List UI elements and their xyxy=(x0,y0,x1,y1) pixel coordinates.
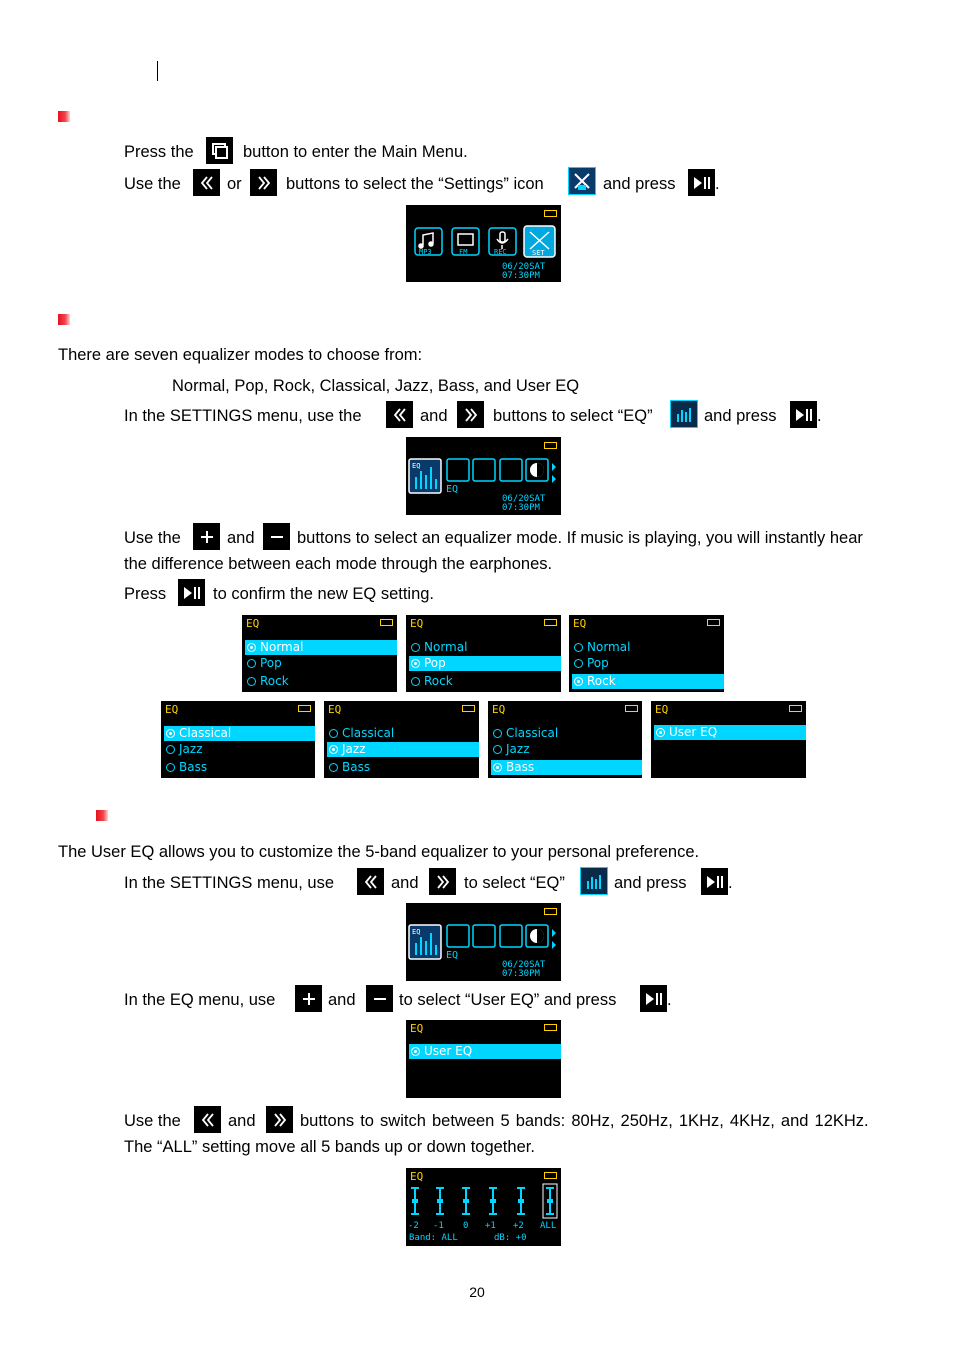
forward-button-icon xyxy=(429,868,456,895)
instruction-text: In the SETTINGS menu, use xyxy=(124,874,335,892)
battery-icon xyxy=(544,619,557,626)
eq-modes-list: Normal, Pop, Rock, Classical, Jazz, Bass, and User EQ xyxy=(172,377,580,395)
settings-screen xyxy=(406,437,561,515)
instruction-text: buttons to select an equalizer mode. If music is playing, you will instantly hear xyxy=(297,529,863,547)
battery-icon xyxy=(544,1024,557,1031)
eq-screen-title: EQ xyxy=(573,617,587,630)
play-pause-button-icon xyxy=(701,868,728,895)
eq-screen-normal xyxy=(242,615,397,692)
instruction-text: In the EQ menu, use xyxy=(124,991,276,1009)
rewind-button-icon xyxy=(194,1106,221,1133)
instruction-text: and press xyxy=(614,874,687,892)
eq-bars-icon xyxy=(670,400,698,428)
band-label: -2 xyxy=(408,1221,419,1231)
section-bullet xyxy=(96,810,108,821)
battery-icon xyxy=(707,619,720,626)
settings-screen xyxy=(406,903,561,981)
instruction-text: Use the xyxy=(124,529,181,547)
eq-option: User EQ xyxy=(409,1044,561,1059)
fm-label: FM xyxy=(459,248,468,256)
paragraph-text: The User EQ allows you to customize the 5-band equalizer to your personal preference. xyxy=(58,843,700,861)
eq-option: Pop xyxy=(245,656,282,671)
eq-screen-title: EQ xyxy=(410,1170,424,1183)
eq-option: Jazz xyxy=(164,742,203,757)
date-readout: 06/20SAT xyxy=(502,494,546,504)
band-readout: Band: ALL xyxy=(409,1233,458,1243)
eq-option: Classical xyxy=(327,726,394,741)
rewind-button-icon xyxy=(357,868,384,895)
battery-icon xyxy=(462,705,475,712)
menu-button-icon xyxy=(206,137,233,164)
db-readout: dB: +0 xyxy=(494,1233,527,1243)
eq-screen-jazz xyxy=(324,701,479,778)
eq-option: Bass xyxy=(327,760,370,775)
eq-option: User EQ xyxy=(654,725,806,740)
eq-option: Normal xyxy=(245,640,397,655)
battery-icon xyxy=(380,619,393,626)
instruction-text: Press xyxy=(124,585,167,603)
battery-icon xyxy=(298,705,311,712)
band-label: +2 xyxy=(513,1221,524,1231)
main-menu-screen xyxy=(406,205,561,282)
eq-screen-title: EQ xyxy=(410,1022,424,1035)
band-label: -1 xyxy=(433,1221,444,1231)
eq-option: Rock xyxy=(409,674,453,689)
eq-screen-title: EQ xyxy=(328,703,342,716)
eq-option: Classical xyxy=(491,726,558,741)
eq-option: Jazz xyxy=(491,742,530,757)
eq-option: Pop xyxy=(409,656,561,671)
eq-screen-user-eq xyxy=(651,701,806,778)
instruction-text: to select “EQ” xyxy=(464,874,565,892)
eq-bars-icon xyxy=(580,867,608,895)
play-pause-button-icon xyxy=(178,579,205,606)
rewind-button-icon xyxy=(386,401,413,428)
instruction-text: . xyxy=(728,874,733,892)
minus-button-icon xyxy=(263,523,290,550)
instruction-text: Use the xyxy=(124,1112,181,1130)
settings-tool-icon xyxy=(568,167,596,195)
instruction-text: the difference between each mode through the earphones. xyxy=(124,555,553,573)
forward-button-icon xyxy=(250,169,277,196)
play-pause-button-icon xyxy=(640,985,667,1012)
eq-option: Rock xyxy=(245,674,289,689)
eq-screen-title: EQ xyxy=(410,617,424,630)
instruction-text: to select “User EQ” and press xyxy=(399,991,617,1009)
set-label: SET xyxy=(532,249,545,257)
section-bullet xyxy=(58,111,70,122)
instruction-text: and xyxy=(328,991,356,1009)
play-pause-button-icon xyxy=(790,401,817,428)
eq-option: Normal xyxy=(572,640,630,655)
date-readout: 06/20SAT xyxy=(502,960,546,970)
eq-option: Jazz xyxy=(327,742,479,757)
rec-label: REC xyxy=(494,248,507,256)
page-number: 20 xyxy=(469,1284,485,1300)
eq-screen-rock xyxy=(569,615,724,692)
instruction-text: and xyxy=(420,407,448,425)
instruction-text: Press the xyxy=(124,143,194,161)
eq-screen-classical xyxy=(161,701,315,778)
instruction-text: . xyxy=(667,991,672,1009)
eq-option: Bass xyxy=(491,760,642,775)
battery-icon xyxy=(625,705,638,712)
eq-option: Rock xyxy=(572,674,724,689)
eq-icon-caption: EQ xyxy=(412,462,421,470)
instruction-text: In the SETTINGS menu, use the xyxy=(124,407,362,425)
battery-icon xyxy=(789,705,802,712)
play-pause-button-icon xyxy=(688,169,715,196)
eq-screen-bass xyxy=(488,701,642,778)
time-readout: 07:30PM xyxy=(502,503,540,513)
paragraph-text: There are seven equalizer modes to choose from: xyxy=(58,346,423,364)
instruction-text: buttons to select the “Settings” icon xyxy=(286,175,544,193)
forward-button-icon xyxy=(266,1106,293,1133)
band-label: ALL xyxy=(540,1221,557,1231)
instruction-text: and xyxy=(228,1112,256,1130)
instruction-text: buttons to select “EQ” xyxy=(493,407,653,425)
selected-setting-label: EQ xyxy=(446,484,459,495)
rewind-button-icon xyxy=(193,169,220,196)
eq-screen-pop xyxy=(406,615,561,692)
instruction-text: to confirm the new EQ setting. xyxy=(213,585,435,603)
instruction-text: button to enter the Main Menu. xyxy=(243,143,468,161)
instruction-text: Use the xyxy=(124,175,181,193)
instruction-text: and xyxy=(391,874,419,892)
date-readout: 06/20SAT xyxy=(502,262,546,272)
eq-screen-title: EQ xyxy=(655,703,669,716)
time-readout: 07:30PM xyxy=(502,271,540,281)
eq-screen-title: EQ xyxy=(492,703,506,716)
minus-button-icon xyxy=(366,985,393,1012)
eq-screen-title: EQ xyxy=(246,617,260,630)
section-bullet xyxy=(58,314,70,325)
instruction-text: and press xyxy=(603,175,676,193)
plus-button-icon xyxy=(193,523,220,550)
instruction-text: and xyxy=(227,529,255,547)
instruction-text: or xyxy=(227,175,242,193)
instruction-text: . xyxy=(817,407,822,425)
band-label: 0 xyxy=(463,1221,469,1231)
eq-screen-title: EQ xyxy=(165,703,179,716)
time-readout: 07:30PM xyxy=(502,969,540,979)
plus-button-icon xyxy=(295,985,322,1012)
band-label: +1 xyxy=(485,1221,496,1231)
user-eq-screen xyxy=(406,1020,561,1098)
eq-icon-caption: EQ xyxy=(412,928,421,936)
margin-bar xyxy=(157,61,158,81)
eq-option: Pop xyxy=(572,656,609,671)
forward-button-icon xyxy=(457,401,484,428)
instruction-text: The “ALL” setting move all 5 bands up or down together. xyxy=(124,1138,535,1156)
eq-option: Classical xyxy=(164,726,315,741)
selected-setting-label: EQ xyxy=(446,950,459,961)
eq-option: Normal xyxy=(409,640,467,655)
band-eq-screen xyxy=(406,1168,561,1246)
instruction-text: and press xyxy=(704,407,777,425)
instruction-text: buttons to switch between 5 bands: 80Hz, 250Hz, 1KHz, 4KHz, and 12KHz. xyxy=(300,1112,869,1130)
eq-option: Bass xyxy=(164,760,207,775)
mp3-label: MP3 xyxy=(419,248,432,256)
instruction-text: . xyxy=(715,175,720,193)
